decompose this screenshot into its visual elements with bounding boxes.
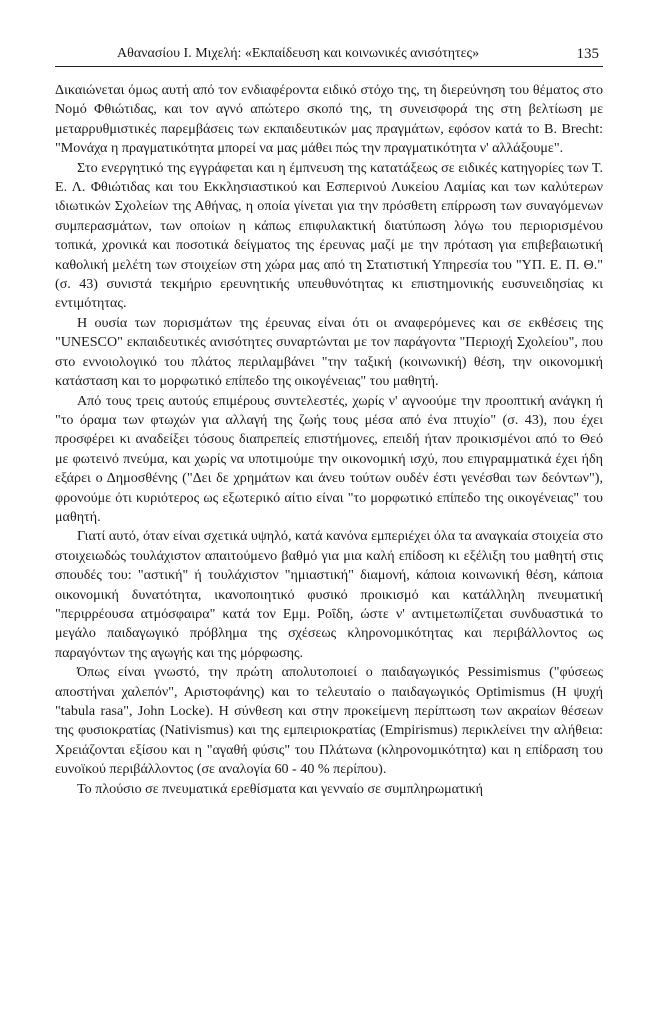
paragraph: Η ουσία των πορισμάτων της έρευνας είναι ότι οι αναφερόμενες και σε εκθέσεις της "UNESCO" εκπαιδευτικές ανισότητες συναρτώνται με τον παράγοντα "Περιοχή Σχολείου", που στο εννοιολογικό του πλάτος περιλαμβάνει "την ταξική (κοινωνική) θέση, την οικονομική κατάσταση και το μορφωτικό επίπεδο της οικογένειας" του μαθητή. [55, 314, 603, 390]
page-number: 135 [576, 46, 599, 62]
paragraph: Όπως είναι γνωστό, την πρώτη απολυτοποιεί ο παιδαγωγικός Pessimismus ("φύσεως αποστήναι χαλεπόν", Αριστοφάνης) και το τελευταίο ο παιδαγωγικός Optimismus (Η ψυχή "tabula rasa", John Locke). Η σύνθεση και στην προκείμενη περίπτωση των ακραίων θέσεων της φυσιοκρατίας (Nativismus) και της εμπειριοκρατίας (Empirismus) περικλείνει την αλήθεια: Χρειάζονται εξίσου και η "αγαθή φύσις" του Πλάτωνα (κληρονομικότητα) και η επίδραση του ευνοϊκού περιβάλλοντος (σε αναλογία 60 - 40 % περίπου). [55, 664, 603, 778]
running-title: Αθανασίου Ι. Μιχελή: «Εκπαίδευση και κοινωνικές ανισότητες» [117, 46, 480, 61]
paragraph: Από τους τρεις αυτούς επιμέρους συντελεστές, χωρίς ν' αγνοούμε την προοπτική ανάγκη ή "το όραμα των φτωχών για αλλαγή της ζωής τους μέσα από ένα πτυχίο" (σ. 43), που έχει προσφέρει κι αναδείξει τόσους διαπρεπείς επιστήμονες, επειδή ήταν προικισμένοι από το Θεό με φωτεινό πνεύμα, και χωρίς να υποτιμούμε την οικονομική ισχύ, που επιγραμματικά έχει ήδη εξάρει ο Δημοσθένης ("Δει δε χρημάτων και άνευ τούτων ουδέν έστι γενέσθαι των δεόντων"), φρονούμε ότι κυριότερος ως εξωτερικό αίτιο είναι "το μορφωτικό επίπεδο της οικογένειας" του μαθητή. [55, 392, 603, 525]
body-text [55, 81, 603, 799]
paragraph: Το πλούσιο σε πνευματικά ερεθίσματα και γενναίο σε συμπληρωματική [77, 780, 483, 797]
paragraph: Στο ενεργητικό της εγγράφεται και η έμπνευση της κατατάξεως σε ειδικές κατηγορίες των Τ. Ε. Λ. Φθιώτιδας και του Εκκλησιαστικού και Εσπερινού Λυκείου Λαμίας και των καλύτερων ιδιωτικών Σχολείων της Αθήνας, η οποία γίνεται για την πρόσθετη επίρρωση των συναγόμενων συμπερασμάτων, των οποίων η κάπως επιφυλακτική διατύπωση λόγω του περιορισμένου τοπικά, χρονικά και ποσοτικά δείγματος της έρευνας μαζί με την πρόταση για επιβεβαιωτική καθολική μελέτη των στοιχείων στη χώρα μας από τη Στατιστική Υπηρεσία του "ΥΠ. Ε. Π. Θ." (σ. 43) συνιστά τεκμήριο ερευνητικής υπευθυνότητας κι επιστημονικής ευσυνειδησίας κι εντιμότητας. [55, 159, 603, 312]
book-page [55, 42, 603, 799]
paragraph: Γιατί αυτό, όταν είναι σχετικά υψηλό, κατά κανόνα εμπεριέχει όλα τα αναγκαία στοιχεία στο στοιχειωδώς τουλάχιστον απαιτούμενο βαθμό για μια καλή επίδοση κι εξέλιξη του μαθητή στις σπουδές του: "αστική" ή τουλάχιστον "ημιαστική" διαμονή, κάποια κοινωνική θέση, κάποια οικονομική δυνατότητα, ικανοποιητικό φυσικό προικισμό και κατάλληλη πνευματική "περιρρέουσα ατμόσφαιρα" κατά τον Εμμ. Ροΐδη, ώστε ν' αντιμετωπίζεται συνδυαστικά το μεγάλο παιδαγωγικό πρόβλημα της σχέσεως κληρονομικότητας και περιβάλλοντος ως παραγόντων της αγωγής και της μόρφωσης. [55, 528, 603, 661]
running-header [55, 42, 603, 67]
paragraph: Δικαιώνεται όμως αυτή από τον ενδιαφέροντα ειδικό στόχο της, τη διερεύνηση του θέματος στο Νομό Φθιώτιδας, και τον αγνό απώτερο σκοπό της, τη συνεισφορά της στη βελτίωση με μεταρρυθμιστικές παρεμβάσεις των εκπαιδευτικών μας πραγμάτων, εφόσον κατά το Β. Brecht: "Μονάχα η πραγματικότητα μπορεί να μας μάθει πώς την πραγματικότητα ν' αλλάξουμε". [55, 82, 603, 157]
